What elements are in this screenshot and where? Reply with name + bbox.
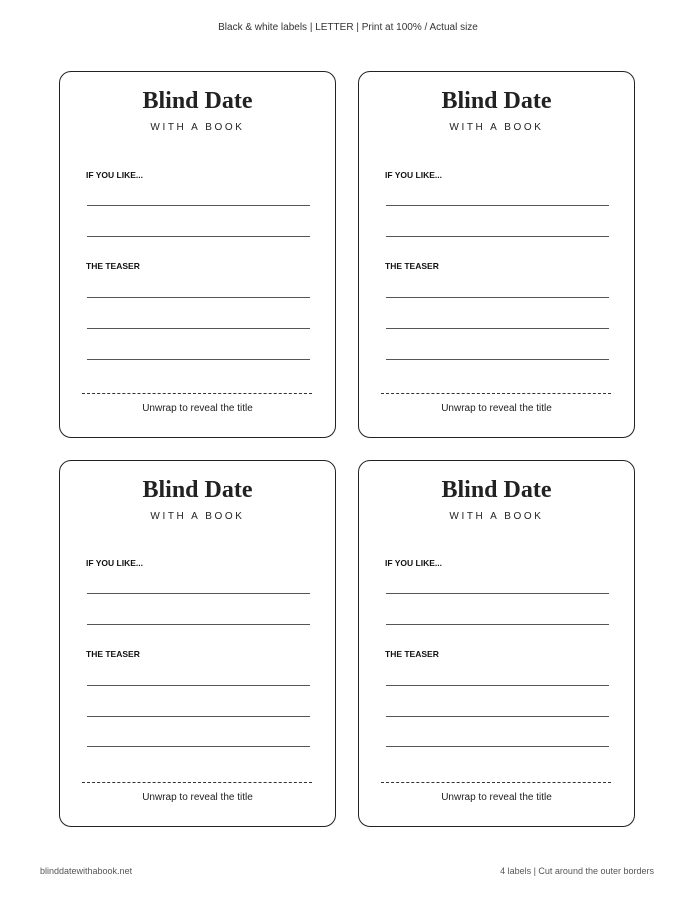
book-label-1 (59, 71, 336, 438)
write-line (87, 328, 310, 329)
if-you-like-heading: IF YOU LIKE... (86, 170, 143, 180)
perforation-line (82, 782, 312, 783)
write-line (87, 624, 310, 625)
cut-instructions: 4 labels | Cut around the outer borders (500, 866, 654, 876)
if-you-like-heading: IF YOU LIKE... (385, 558, 442, 568)
teaser-heading: THE TEASER (86, 261, 140, 271)
write-line (386, 685, 609, 686)
label-subtitle: WITH A BOOK (150, 122, 245, 133)
write-line (386, 746, 609, 747)
unwrap-note: Unwrap to reveal the title (441, 403, 552, 414)
perforation-line (381, 393, 611, 394)
write-line (87, 716, 310, 717)
label-title: Blind Date (142, 88, 253, 114)
write-line (386, 593, 609, 594)
label-title: Blind Date (441, 477, 552, 503)
label-subtitle: WITH A BOOK (449, 511, 544, 522)
book-label-4 (358, 460, 635, 827)
website-footer: blinddatewithabook.net (40, 866, 133, 876)
perforation-line (82, 393, 312, 394)
unwrap-note: Unwrap to reveal the title (441, 792, 552, 803)
write-line (386, 236, 609, 237)
if-you-like-heading: IF YOU LIKE... (86, 558, 143, 568)
write-line (386, 297, 609, 298)
write-line (87, 685, 310, 686)
write-line (386, 328, 609, 329)
label-title: Blind Date (142, 477, 253, 503)
book-label-3 (59, 460, 336, 827)
unwrap-note: Unwrap to reveal the title (142, 792, 253, 803)
label-subtitle: WITH A BOOK (150, 511, 245, 522)
label-subtitle: WITH A BOOK (449, 122, 544, 133)
write-line (87, 746, 310, 747)
if-you-like-heading: IF YOU LIKE... (385, 170, 442, 180)
write-line (87, 359, 310, 360)
perforation-line (381, 782, 611, 783)
write-line (386, 624, 609, 625)
teaser-heading: THE TEASER (86, 649, 140, 659)
write-line (87, 205, 310, 206)
write-line (87, 297, 310, 298)
write-line (87, 593, 310, 594)
book-label-2 (358, 71, 635, 438)
write-line (386, 359, 609, 360)
print-instructions: Black & white labels | LETTER | Print at 100% / Actual size (218, 22, 478, 33)
unwrap-note: Unwrap to reveal the title (142, 403, 253, 414)
teaser-heading: THE TEASER (385, 261, 439, 271)
label-title: Blind Date (441, 88, 552, 114)
teaser-heading: THE TEASER (385, 649, 439, 659)
write-line (386, 716, 609, 717)
write-line (87, 236, 310, 237)
write-line (386, 205, 609, 206)
